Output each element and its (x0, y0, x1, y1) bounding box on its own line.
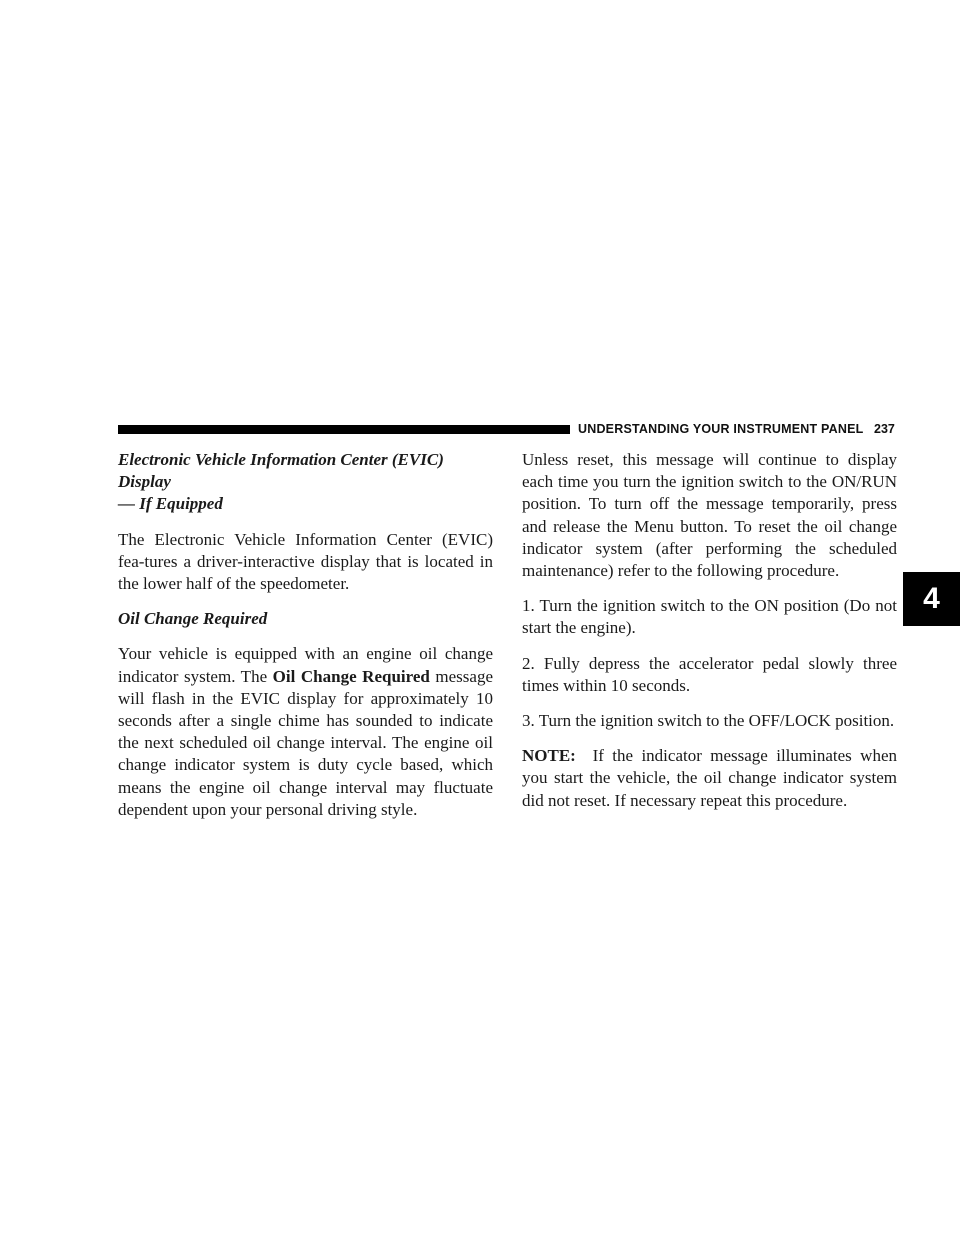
note-paragraph (522, 745, 902, 812)
oil-change-text-part1: Your vehicle is equipped with an engine oil change indicator system. The (118, 644, 493, 686)
oil-change-paragraph (118, 643, 493, 821)
note-label: NOTE: (522, 746, 576, 766)
procedure-step-2: 2. Fully depress the accelerator pedal slowly three times within 10 seconds. (522, 653, 897, 695)
note-text: If the indicator message illuminates when you start the vehicle, the oil change indicator system did not reset. If necessary repeat this procedure. (522, 746, 902, 810)
procedure-step-3: 3. Turn the ignition switch to the OFF/LOCK position. (522, 711, 895, 731)
oil-change-subheading: Oil Change Required (118, 609, 268, 629)
oil-change-required-term: Oil Change Required (272, 666, 430, 686)
page-number: 237 (874, 422, 895, 436)
section-heading-line1: Electronic Vehicle Information Center (EVIC) Display (118, 450, 444, 492)
right-column (522, 449, 902, 825)
reset-intro-paragraph: Unless reset, this message will continue to display each time you turn the ignition switch to the ON/RUN position. To turn off the message temporarily, press and release the Menu button. To reset the oil change indicator system (after performing the scheduled maintenance) refer to the following procedure. (522, 450, 897, 581)
running-header-title: UNDERSTANDING YOUR INSTRUMENT PANEL (578, 422, 864, 436)
left-column (118, 449, 493, 834)
evic-intro-paragraph: The Electronic Vehicle Information Center (EVIC) fea-tures a driver-interactive display that is located in the lower half of the speedometer. (118, 529, 493, 594)
oil-change-text-part2: message will flash in the EVIC display for approximately 10 seconds after a single chime has sounded to indicate the next scheduled oil change interval. The engine oil change indicator system is duty cycle based, which means the engine oil change interval may fluctuate dependent upon your personal driving style. (118, 666, 493, 819)
header-rule (118, 425, 570, 434)
chapter-tab: 4 (903, 572, 960, 626)
section-heading-line2: — If Equipped (118, 494, 223, 514)
procedure-step-1: 1. Turn the ignition switch to the ON position (Do not start the engine). (522, 596, 897, 638)
section-heading (118, 449, 493, 516)
